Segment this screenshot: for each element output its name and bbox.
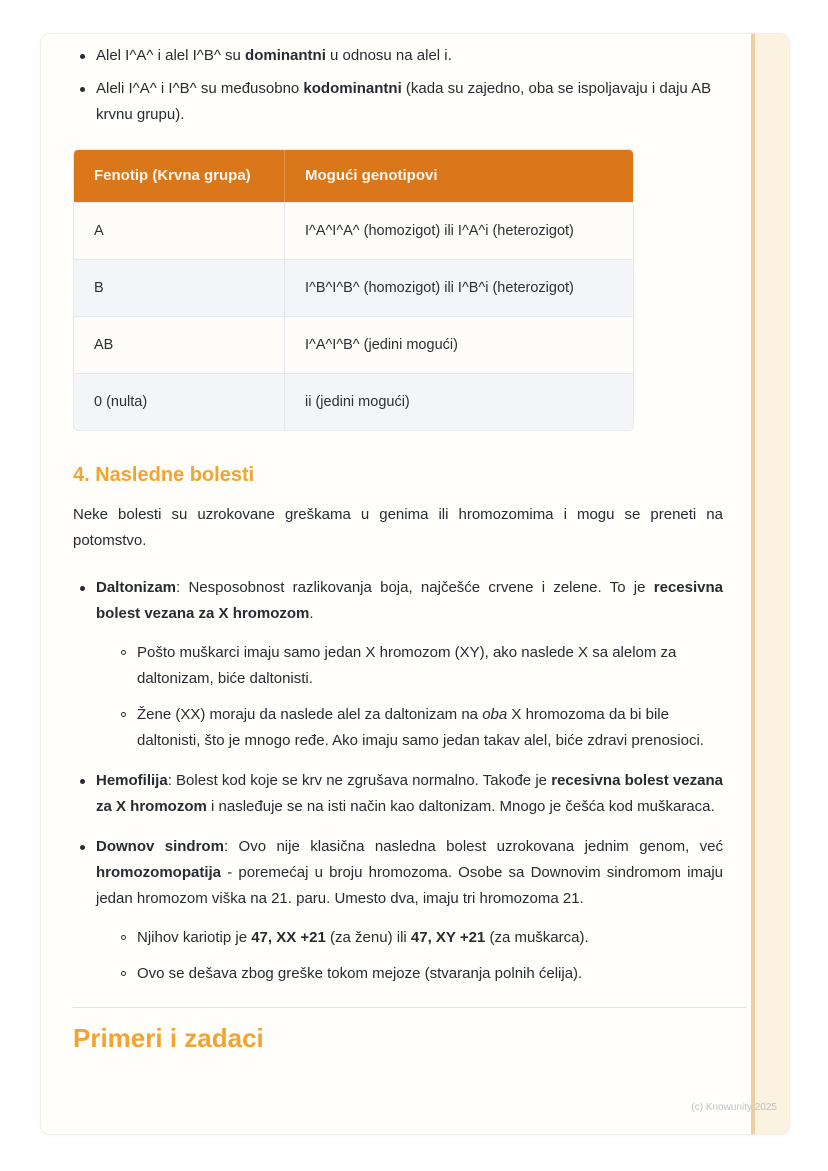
table-row xyxy=(74,373,633,430)
list-item-text xyxy=(96,768,723,820)
text-segment: dominantni xyxy=(245,47,326,64)
section-heading-primeri-i-zadaci: Primeri i zadaci xyxy=(73,1023,264,1053)
text-segment: Daltonizam xyxy=(96,579,177,596)
section-divider xyxy=(73,1007,746,1008)
list-item-text xyxy=(96,834,723,912)
text-segment: : Ovo nije klasična nasledna bolest uzrokovana jednim genom, već xyxy=(223,838,724,855)
sub-list-item-text xyxy=(137,706,704,749)
column-header-phenotype: Fenotip (Krvna grupa) xyxy=(74,150,284,202)
sub-list-item xyxy=(116,925,723,951)
text-segment: u odnosu na alel i. xyxy=(325,47,452,64)
downov-sublist xyxy=(116,925,723,987)
bullet-disc-icon xyxy=(80,845,85,850)
cell-genotypes: ii (jedini mogući) xyxy=(284,373,633,430)
text-segment: (za muškarca). xyxy=(485,929,589,946)
blood-group-genotype-table xyxy=(73,149,634,431)
cell-genotypes: I^A^I^B^ (jedini mogući) xyxy=(284,316,633,373)
cell-phenotype: B xyxy=(74,259,284,316)
page-content xyxy=(41,34,789,1051)
cell-genotypes: I^A^I^A^ (homozigot) ili I^A^i (heterozigot) xyxy=(284,202,633,259)
text-segment: Žene (XX) moraju da naslede alel za daltonizam na xyxy=(137,706,483,723)
list-item-hemofilija xyxy=(73,768,723,820)
diseases-list xyxy=(73,575,723,987)
table-row xyxy=(74,316,633,373)
text-segment: (kada su zajedno, oba se ispoljavaju i daju AB krvnu grupu). xyxy=(96,80,712,123)
bullet-disc-icon xyxy=(80,87,85,92)
text-segment: hromozomopatija xyxy=(96,864,222,881)
text-segment: : Bolest kod koje se krv ne zgrušava normalno. Takođe je xyxy=(167,772,552,789)
text-segment: (za ženu) ili xyxy=(325,929,411,946)
document-page xyxy=(40,33,790,1135)
bullet-disc-icon xyxy=(80,779,85,784)
list-item-text xyxy=(96,575,723,627)
text-segment: recesivna bolest vezana za X hromozom xyxy=(96,579,723,622)
list-item xyxy=(73,43,723,69)
sub-list-item-text xyxy=(137,644,676,687)
bullet-circle-icon xyxy=(121,712,126,717)
bullet-circle-icon xyxy=(121,971,126,976)
column-header-genotypes: Mogući genotipovi xyxy=(284,150,633,202)
section-heading-nasledne-bolesti: 4. Nasledne bolesti xyxy=(73,464,255,486)
text-segment: oba xyxy=(482,706,508,723)
bullet-disc-icon xyxy=(80,54,85,59)
list-item-daltonizam xyxy=(73,575,723,754)
daltonizam-sublist xyxy=(116,640,723,754)
cell-phenotype: A xyxy=(74,202,284,259)
table-header-row xyxy=(74,150,633,202)
text-segment: Pošto muškarci imaju samo jedan X hromozom (XY), ako naslede X sa alelom za daltonizam, biće daltonisti. xyxy=(137,644,677,687)
list-item-text xyxy=(96,80,711,123)
list-item xyxy=(73,76,723,128)
bullet-disc-icon xyxy=(80,586,85,591)
table-row xyxy=(74,202,633,259)
text-segment: . xyxy=(309,605,314,622)
text-segment: Njihov kariotip je xyxy=(137,929,252,946)
intro-bullet-list xyxy=(73,43,723,128)
text-segment: : Nesposobnost razlikovanja boja, najčešće crvene i zelene. To je xyxy=(176,579,654,596)
text-segment: recesivna bolest vezana za X hromozom xyxy=(96,772,723,815)
text-segment: kodominantni xyxy=(303,80,402,97)
copyright-watermark: (c) Knowunity 2025 xyxy=(691,1102,777,1113)
bullet-circle-icon xyxy=(121,935,126,940)
sub-list-item xyxy=(116,702,723,754)
sub-list-item-text xyxy=(137,929,589,946)
cell-phenotype: AB xyxy=(74,316,284,373)
sub-list-item-text xyxy=(137,965,582,982)
text-segment: Downov sindrom xyxy=(96,838,224,855)
cell-genotypes: I^B^I^B^ (homozigot) ili I^B^i (heterozigot) xyxy=(284,259,633,316)
text-segment: Aleli I^A^ i I^B^ su međusobno xyxy=(96,80,304,97)
text-segment: Alel I^A^ i alel I^B^ su xyxy=(96,47,246,64)
table-row xyxy=(74,259,633,316)
text-segment: 47, XY +21 xyxy=(410,929,486,946)
cell-phenotype: 0 (nulta) xyxy=(74,373,284,430)
text-segment: 47, XX +21 xyxy=(251,929,326,946)
sub-list-item xyxy=(116,961,723,987)
text-segment: X hromozoma da bi bile daltonisti, što je mnogo ređe. Ako imaju samo jedan takav alel, biće zdravi prenosioci. xyxy=(137,706,704,749)
bullet-circle-icon xyxy=(121,650,126,655)
text-segment: - poremećaj u broju hromozoma. Osobe sa Downovim sindromom imaju jedan hromozom viška na 21. paru. Umesto dva, imaju tri hromozoma 21. xyxy=(96,864,723,907)
list-item-downov-sindrom xyxy=(73,834,723,987)
section-intro-paragraph: Neke bolesti su uzrokovane greškama u genima ili hromozomima i mogu se preneti na potomstvo. xyxy=(73,506,723,549)
text-segment: Ovo se dešava zbog greške tokom mejoze (stvaranja polnih ćelija). xyxy=(137,965,583,982)
text-segment: Hemofilija xyxy=(96,772,168,789)
sub-list-item xyxy=(116,640,723,692)
list-item-text xyxy=(96,47,452,64)
text-segment: i nasleđuje se na isti način kao daltonizam. Mnogo je češća kod muškaraca. xyxy=(206,798,715,815)
